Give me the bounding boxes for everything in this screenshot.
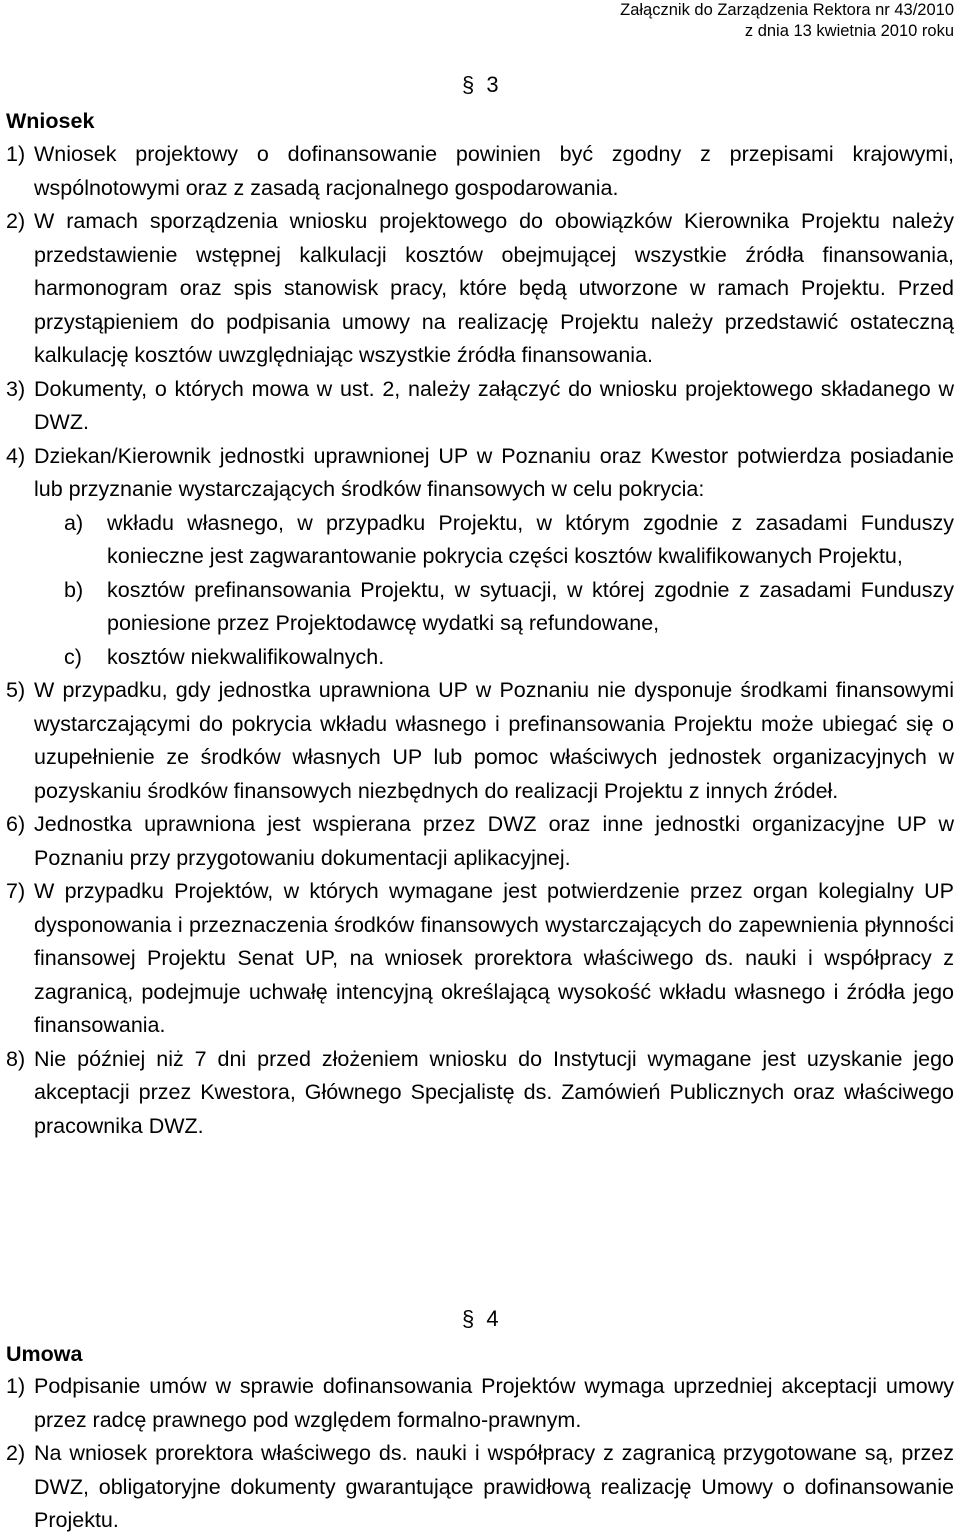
sub-list-item	[0, 507, 954, 574]
item-text: Dokumenty, o których mowa w ust. 2, należy załączyć do wniosku projektowego składanego w DWZ.	[34, 376, 954, 434]
item-number: 1)	[6, 142, 26, 166]
list-item	[0, 373, 954, 440]
item-number: 5)	[6, 678, 26, 702]
sub-item-letter: a)	[64, 510, 84, 535]
item-text: Nie później niż 7 dni przed złożeniem wniosku do Instytucji wymagane jest uzyskanie jego akceptacji przez Kwestora, Głównego Specjalistę ds. Zamówień Publicznych oraz właściwego pracownika DWZ.	[34, 1046, 954, 1138]
header-line-1: Załącznik do Zarządzenia Rektora nr 43/2010	[620, 1, 954, 19]
list-item	[0, 808, 954, 875]
sub-item-letter: b)	[64, 577, 84, 602]
item-text: W przypadku, gdy jednostka uprawniona UP w Poznaniu nie dysponuje środkami finansowymi wystarczającymi do pokrycia wkładu własnego i prefinansowania Projektu może ubiegać się o uzupełnienie ze środków własnych UP lub pomoc właściwych jednostek organizacyjnych w pozyskaniu środków finansowych niezbędnych do realizacji Projektu z innych źródeł.	[34, 678, 954, 803]
list-item	[0, 205, 954, 373]
item-number: 7)	[6, 879, 26, 903]
item-text: Na wniosek prorektora właściwego ds. nauki i współpracy z zagranicą przygotowane są, przez DWZ, obligatoryjne dokumenty gwarantujące prawidłową realizację Umowy o dofinansowanie Projektu.	[34, 1441, 954, 1532]
section-4-list	[0, 1370, 954, 1538]
document-header	[620, 0, 954, 42]
sub-list-item	[0, 641, 954, 675]
list-item	[0, 1370, 954, 1437]
item-number: 1)	[6, 1374, 26, 1398]
item-text: Dziekan/Kierownik jednostki uprawnionej UP w Poznaniu oraz Kwestor potwierdza posiadanie lub przyznanie wystarczających środków finansowych w celu pokrycia:	[34, 443, 954, 501]
section-number: 3	[486, 72, 499, 97]
item-text: Wniosek projektowy o dofinansowanie powinien być zgodny z przepisami krajowymi, wspólnotowymi oraz z zasadą racjonalnego gospodarowania.	[34, 142, 954, 200]
sub-item-text: kosztów niekwalifikowalnych.	[107, 644, 385, 669]
section-sign-symbol: §	[462, 72, 475, 97]
sub-item-text: wkładu własnego, w przypadku Projektu, w którym zgodnie z zasadami Funduszy konieczne jest zagwarantowanie pokrycia części kosztów kwalifikowanych Projektu,	[107, 510, 954, 568]
item-number: 3)	[6, 376, 26, 401]
item-text: W przypadku Projektów, w których wymagane jest potwierdzenie przez organ kolegialny UP dysponowania i przeznaczenia środków finansowych wystarczających do zapewnienia płynności finansowej Projektu Senat UP, na wniosek prorektora właściwego ds. nauki i współpracy z zagranicą, podejmuje uchwałę intencyjną określającą wysokość wkładu własnego i źródła jego finansowania.	[34, 879, 954, 1037]
list-item	[0, 875, 954, 1043]
header-line-2: z dnia 13 kwietnia 2010 roku	[744, 22, 954, 40]
list-item	[0, 674, 954, 808]
item-text: Podpisanie umów w sprawie dofinansowania Projektów wymaga uprzedniej akceptacji umowy przez radcę prawnego pod względem formalno-prawnym.	[34, 1374, 954, 1432]
section-heading	[462, 1306, 499, 1332]
section-title: Umowa	[6, 1342, 83, 1366]
list-item	[0, 138, 954, 205]
list-item	[0, 1043, 954, 1144]
section-number: 4	[486, 1306, 499, 1331]
section-3-list	[0, 138, 954, 1143]
item-number: 4)	[6, 443, 26, 468]
item-text: Jednostka uprawniona jest wspierana przez DWZ oraz inne jednostki organizacyjne UP w Poznaniu przy przygotowaniu dokumentacji aplikacyjnej.	[34, 812, 954, 870]
sub-item-text: kosztów prefinansowania Projektu, w sytuacji, w której zgodnie z zasadami Funduszy poniesione przez Projektodawcę wydatki są refundowane,	[107, 577, 954, 635]
section-title: Wniosek	[6, 109, 95, 133]
list-item	[0, 440, 954, 507]
sub-item-letter: c)	[64, 644, 82, 669]
item-number: 2)	[6, 1441, 26, 1465]
item-text: W ramach sporządzenia wniosku projektowego do obowiązków Kierownika Projektu należy przedstawienie wstępnej kalkulacji kosztów obejmującej wszystkie źródła finansowania, harmonogram oraz spis stanowisk pracy, które będą utworzone w ramach Projektu. Przed przystąpieniem do podpisania umowy na realizację Projektu należy przedstawić ostateczną kalkulację kosztów uwzględniając wszystkie źródła finansowania.	[34, 209, 954, 367]
list-item	[0, 1437, 954, 1538]
section-sign-symbol: §	[462, 1306, 475, 1331]
item-number: 6)	[6, 812, 26, 836]
section-heading	[462, 72, 499, 98]
sub-list-item	[0, 574, 954, 641]
item-number: 8)	[6, 1046, 26, 1071]
item-number: 2)	[6, 209, 26, 233]
